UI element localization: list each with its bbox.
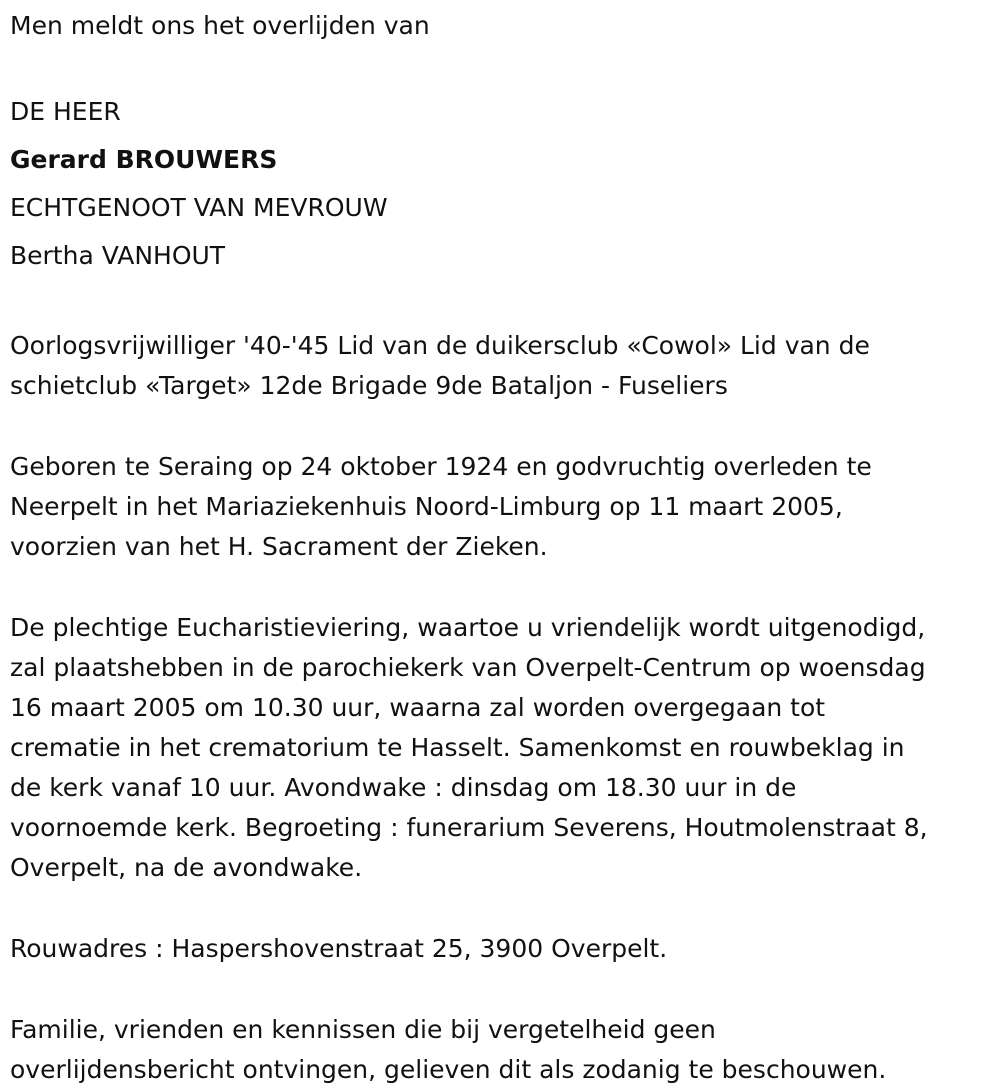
ceremony-paragraph [10,608,1000,888]
birth-death-paragraph [10,447,1000,567]
paragraph-line: Overpelt, na de avondwake. [10,853,363,882]
paragraph-line: voornoemde kerk. Begroeting : funerarium Severens, Houtmolenstraat 8, [10,813,928,842]
paragraph-line: Familie, vrienden en kennissen die bij vergetelheid geen [10,1015,716,1044]
paragraph-line: Geboren te Seraing op 24 oktober 1924 en godvruchtig overleden te [10,452,872,481]
paragraph-line: Neerpelt in het Mariaziekenhuis Noord-Limburg op 11 maart 2005, [10,492,843,521]
paragraph-line: zal plaatshebben in de parochiekerk van Overpelt-Centrum op woensdag [10,653,926,682]
deceased-name: Gerard BROUWERS [10,145,278,174]
paragraph-line: 16 maart 2005 om 10.30 uur, waarna zal worden overgegaan tot [10,693,826,722]
paragraph-line: crematie in het crematorium te Hasselt. Samenkomst en rouwbeklag in [10,733,905,762]
spouse-name: Bertha VANHOUT [10,241,226,270]
paragraph-line: overlijdensbericht ontvingen, gelieven dit als zodanig te beschouwen. [10,1055,887,1084]
mourning-address-paragraph [10,929,1000,969]
paragraph-line: de kerk vanaf 10 uur. Avondwake : dinsdag om 18.30 uur in de [10,773,797,802]
mourning-address: Rouwadres : Haspershovenstraat 25, 3900 Overpelt. [10,934,668,963]
affiliations-paragraph [10,326,1000,406]
spouse-prefix: ECHTGENOOT VAN MEVROUW [10,193,388,222]
closing-paragraph [10,1010,1000,1090]
paragraph-line: De plechtige Eucharistieviering, waartoe u vriendelijk wordt uitgenodigd, [10,613,926,642]
intro-text: Men meldt ons het overlijden van [10,11,430,40]
title-prefix: DE HEER [10,97,121,126]
paragraph-line: Oorlogsvrijwilliger '40-'45 Lid van de duikersclub «Cowol» Lid van de [10,331,870,360]
paragraph-line: schietclub «Target» 12de Brigade 9de Bataljon - Fuseliers [10,371,728,400]
deceased-heading [10,88,1000,280]
paragraph-line: voorzien van het H. Sacrament der Zieken. [10,532,548,561]
